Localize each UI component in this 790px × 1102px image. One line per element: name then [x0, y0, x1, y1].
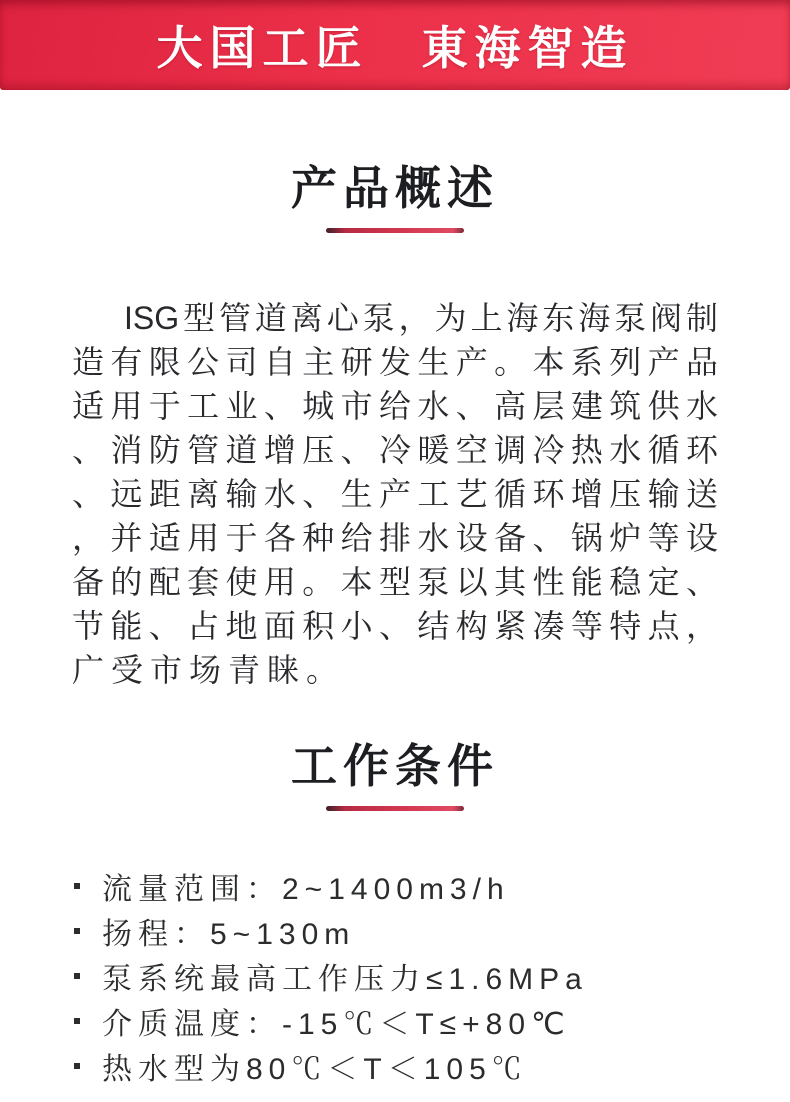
paragraph-line: ，并适用于各种给排水设备、锅炉等设	[72, 520, 718, 556]
paragraph-line: 造有限公司自主研发生产。本系列产品	[72, 344, 718, 380]
paragraph-line: 备的配套使用。本型泵以其性能稳定、	[72, 564, 718, 600]
bullet-dot-icon	[74, 928, 80, 934]
paragraph-line: 、远距离输水、生产工艺循环增压输送	[72, 476, 718, 512]
bullet-dot-icon	[74, 973, 80, 979]
list-item-text: 热水型为80℃＜T＜105℃	[102, 1052, 528, 1086]
overview-section	[0, 162, 790, 692]
bullet-dot-icon	[74, 1063, 80, 1069]
overview-title-underline	[326, 228, 464, 233]
list-item	[74, 863, 790, 908]
bullet-dot-icon	[74, 883, 80, 889]
bullet-dot-icon	[74, 1018, 80, 1024]
list-item-text: 扬程：5~130m	[102, 917, 356, 951]
list-item-text: 介质温度：-15℃＜T≤+80℃	[102, 1007, 571, 1041]
paragraph-line: 节能、占地面积小、结构紧凑等特点，	[72, 608, 718, 644]
conditions-section	[0, 740, 790, 1088]
overview-title: 产品概述	[291, 162, 499, 214]
paragraph-line: 、消防管道增压、冷暖空调冷热水循环	[72, 432, 718, 468]
list-item	[74, 998, 790, 1043]
paragraph-line: 广受市场青睐。	[72, 652, 346, 688]
list-item-text: 流量范围：2~1400m3/h	[102, 872, 510, 906]
list-item-text: 泵系统最高工作压力≤1.6MPa	[102, 962, 588, 996]
conditions-list	[0, 863, 790, 1088]
paragraph-line: 适用于工业、城市给水、高层建筑供水	[72, 388, 718, 424]
paragraph-line: ISG型管道离心泵，为上海东海泵阀制	[124, 300, 718, 336]
conditions-title: 工作条件	[291, 740, 499, 792]
list-item	[74, 953, 790, 998]
banner-title: 大国工匠 東海智造	[156, 22, 634, 74]
top-banner	[0, 0, 790, 90]
list-item	[74, 908, 790, 953]
list-item	[74, 1043, 790, 1088]
overview-paragraph	[0, 296, 790, 692]
conditions-title-underline	[326, 806, 464, 811]
